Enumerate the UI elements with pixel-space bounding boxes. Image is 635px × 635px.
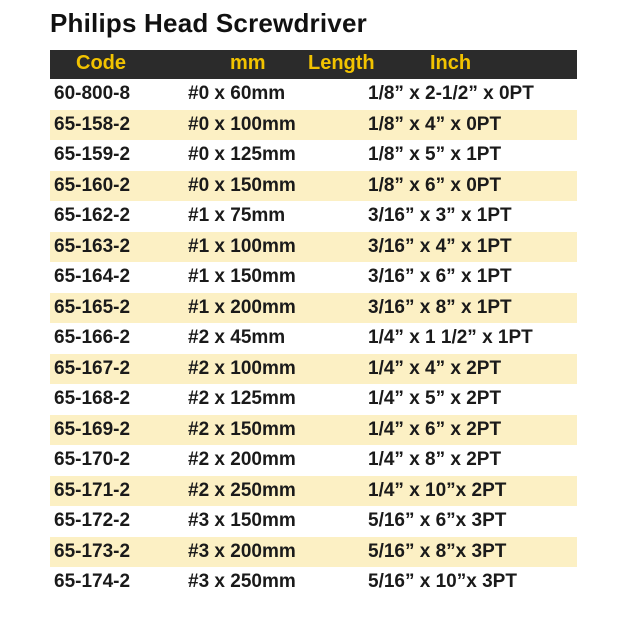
cell-code: 65-172-2 [54,510,131,531]
table-row [50,171,577,202]
table-body [50,79,577,598]
cell-mm: #3 x 150mm [188,510,296,531]
table-row [50,79,577,110]
table-row [50,476,577,507]
cell-mm: #2 x 100mm [188,357,296,379]
cell-code: 65-159-2 [54,144,131,165]
cell-inch: 1/4” x 10”x 2PT [368,479,507,501]
cell-mm: #1 x 75mm [188,205,286,226]
cell-mm: #0 x 60mm [188,83,286,104]
table-row [50,567,577,598]
table-row [50,262,577,293]
cell-code: 65-166-2 [54,327,131,348]
cell-mm: #2 x 250mm [188,479,296,501]
table-row [50,506,577,537]
cell-code: 65-162-2 [54,205,131,226]
header-length: Length [308,52,375,74]
cell-inch: 1/4” x 5” x 2PT [368,388,502,409]
cell-mm: #2 x 150mm [188,418,296,440]
cell-mm: #3 x 250mm [188,571,296,592]
cell-code: 65-160-2 [54,174,131,196]
cell-mm: #3 x 200mm [188,540,296,562]
table-header [50,50,577,79]
header-code: Code [76,52,126,74]
cell-code: 65-173-2 [54,540,131,562]
cell-inch: 5/16” x 6”x 3PT [368,510,507,531]
cell-code: 65-169-2 [54,418,131,440]
cell-inch: 5/16” x 10”x 3PT [368,571,517,592]
cell-inch: 1/4” x 6” x 2PT [368,418,502,440]
cell-inch: 5/16” x 8”x 3PT [368,540,507,562]
cell-mm: #2 x 45mm [188,327,286,348]
cell-code: 65-167-2 [54,357,131,379]
cell-inch: 3/16” x 8” x 1PT [368,296,512,318]
cell-mm: #2 x 125mm [188,388,296,409]
cell-mm: #1 x 200mm [188,296,296,318]
cell-inch: 1/8” x 5” x 1PT [368,144,502,165]
spec-table [50,50,577,598]
table-row [50,201,577,232]
table-row [50,323,577,354]
cell-mm: #0 x 150mm [188,174,296,196]
cell-code: 65-158-2 [54,113,131,135]
cell-inch: 1/4” x 8” x 2PT [368,449,502,470]
page-title: Philips Head Screwdriver [50,8,367,38]
cell-code: 65-164-2 [54,266,131,287]
cell-mm: #0 x 125mm [188,144,296,165]
table-row [50,415,577,446]
table-row [50,537,577,568]
cell-inch: 1/8” x 2-1/2” x 0PT [368,83,534,104]
table-row [50,354,577,385]
table-row [50,445,577,476]
header-inch: Inch [430,52,472,74]
cell-code: 60-800-8 [54,83,131,104]
cell-inch: 1/8” x 6” x 0PT [368,174,502,196]
cell-inch: 3/16” x 4” x 1PT [368,235,512,257]
table-row [50,140,577,171]
cell-code: 65-165-2 [54,296,131,318]
cell-inch: 1/4” x 1 1/2” x 1PT [368,327,533,348]
cell-code: 65-163-2 [54,235,131,257]
table-row [50,232,577,263]
cell-inch: 1/4” x 4” x 2PT [368,357,502,379]
cell-inch: 1/8” x 4” x 0PT [368,113,502,135]
cell-mm: #0 x 100mm [188,113,296,135]
table-row [50,110,577,141]
cell-code: 65-168-2 [54,388,131,409]
cell-inch: 3/16” x 3” x 1PT [368,205,512,226]
cell-code: 65-171-2 [54,479,131,501]
cell-mm: #1 x 100mm [188,235,296,257]
cell-inch: 3/16” x 6” x 1PT [368,266,512,287]
cell-mm: #1 x 150mm [188,266,296,287]
cell-code: 65-170-2 [54,449,131,470]
table-row [50,293,577,324]
cell-code: 65-174-2 [54,571,131,592]
table-row [50,384,577,415]
header-mm: mm [230,52,266,74]
cell-mm: #2 x 200mm [188,449,296,470]
